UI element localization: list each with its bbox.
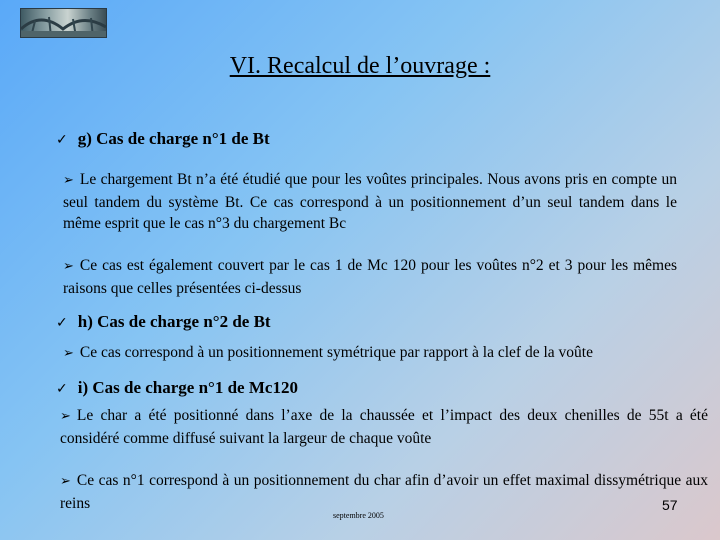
arrow-right-icon: ➢: [60, 474, 71, 489]
paragraph-i-2: ➢ Ce cas n°1 correspond à un positionnement du char afin d’avoir un effet maximal dissymétrique aux reins: [60, 472, 708, 512]
slide-title: VI. Recalcul de l’ouvrage :: [229, 53, 491, 79]
paragraph-g-1: ➢ Le chargement Bt n’a été étudié que pour les voûtes principales. Nous avons pris en compte un seul tandem du système Bt. Ce cas correspond à un positionnement d’un seul tandem dans le même esprit que le cas n°3 du chargement Bc: [63, 171, 677, 232]
section-heading-h: ✓ h) Cas de charge n°2 de Bt: [56, 312, 271, 331]
arrow-right-icon: ➢: [63, 346, 74, 361]
check-icon: ✓: [56, 381, 68, 397]
arrow-right-icon: ➢: [60, 409, 71, 424]
arrow-right-icon: ➢: [63, 173, 74, 188]
section-heading-g: ✓ g) Cas de charge n°1 de Bt: [56, 129, 270, 148]
page-number: 57: [662, 497, 678, 513]
arrow-right-icon: ➢: [63, 259, 74, 274]
paragraph-h-1: ➢ Ce cas correspond à un positionnement symétrique par rapport à la clef de la voûte: [63, 344, 593, 361]
paragraph-i-1: ➢ Le char a été positionné dans l’axe de la chaussée et l’impact des deux chenilles de 55t a été considéré comme diffusé suivant la largeur de chaque voûte: [60, 407, 708, 447]
check-icon: ✓: [56, 132, 68, 148]
section-heading-i: ✓ i) Cas de charge n°1 de Mc120: [56, 378, 298, 397]
check-icon: ✓: [56, 315, 68, 331]
paragraph-g-2: ➢ Ce cas est également couvert par le cas 1 de Mc 120 pour les voûtes n°2 et 3 pour les mêmes raisons que celles présentées ci-dessus: [63, 257, 677, 297]
footer-date: septembre 2005: [333, 511, 384, 520]
bridge-logo-image: [20, 8, 107, 38]
